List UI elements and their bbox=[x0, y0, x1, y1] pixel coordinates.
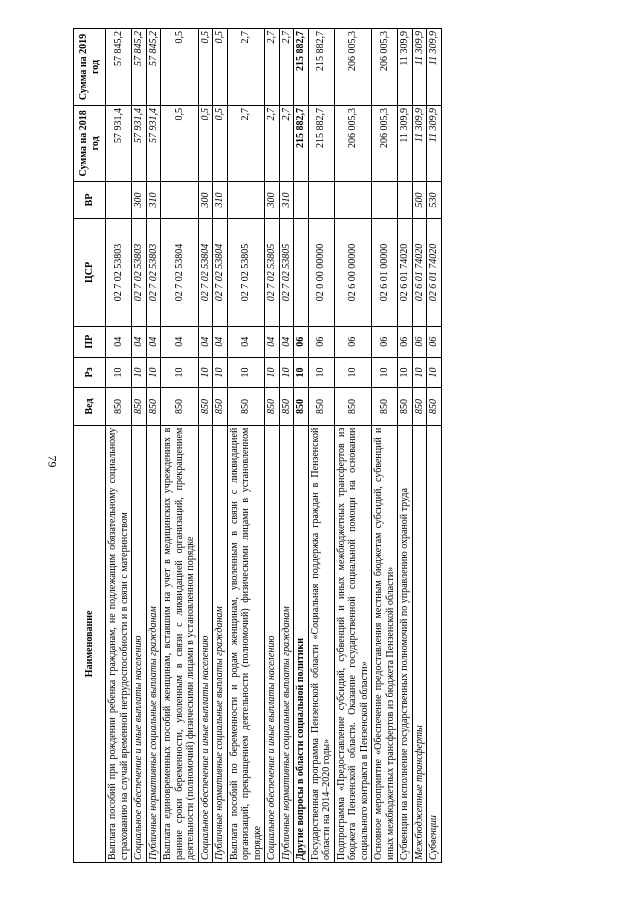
cell-pr: 04 bbox=[146, 326, 161, 357]
cell-csr: 02 7 02 53804 bbox=[161, 219, 199, 327]
header-csr: ЦСР bbox=[74, 219, 106, 327]
cell-pr: 04 bbox=[106, 326, 132, 357]
cell-sum-2018: 2,7 bbox=[279, 105, 294, 181]
cell-ved: 850 bbox=[372, 388, 398, 425]
cell-sum-2019: 11 309,9 bbox=[427, 29, 442, 106]
cell-sum-2018: 206 005,3 bbox=[372, 105, 398, 181]
cell-csr bbox=[294, 219, 309, 327]
cell-vr: 310 bbox=[213, 181, 228, 218]
cell-sum-2018: 11 309,9 bbox=[398, 105, 413, 181]
cell-rz: 10 bbox=[398, 357, 413, 388]
cell-pr: 06 bbox=[294, 326, 309, 357]
cell-csr: 02 6 01 00000 bbox=[372, 219, 398, 327]
cell-name: Подпрограмма «Предоставление субсидий, субвенций и иных межбюджетных трансфертов из бюджета Пензенской области. Оказание государственной социальной помощи на основании социального контракта в Пензенской области» bbox=[334, 425, 372, 862]
cell-sum-2019: 11 309,9 bbox=[398, 29, 413, 106]
cell-csr: 02 6 01 74020 bbox=[412, 219, 427, 327]
cell-name: Субвенции на исполнение государственных полномочий по управлению охраной труда bbox=[398, 425, 413, 862]
cell-pr: 06 bbox=[334, 326, 372, 357]
cell-csr: 02 6 01 74020 bbox=[427, 219, 442, 327]
cell-name: Государственная программа Пензенской области «Социальная поддержка граждан в Пензенской области на 2014–2020 годы» bbox=[308, 425, 334, 862]
cell-sum-2019: 0,5 bbox=[213, 29, 228, 106]
cell-csr: 02 7 02 53805 bbox=[265, 219, 280, 327]
table-row bbox=[412, 29, 427, 863]
cell-vr: 300 bbox=[265, 181, 280, 218]
table-body bbox=[106, 29, 442, 863]
table-row bbox=[427, 29, 442, 863]
cell-ved: 850 bbox=[161, 388, 199, 425]
cell-sum-2018: 215 882,7 bbox=[308, 105, 334, 181]
cell-ved: 850 bbox=[279, 388, 294, 425]
cell-name: Субвенции bbox=[427, 425, 442, 862]
cell-sum-2019: 2,7 bbox=[265, 29, 280, 106]
cell-pr: 06 bbox=[412, 326, 427, 357]
cell-sum-2019: 0,5 bbox=[198, 29, 213, 106]
cell-csr: 02 0 00 00000 bbox=[308, 219, 334, 327]
cell-sum-2019: 57 845,2 bbox=[132, 29, 147, 106]
cell-rz: 10 bbox=[146, 357, 161, 388]
cell-rz: 10 bbox=[427, 357, 442, 388]
cell-sum-2019: 206 005,3 bbox=[334, 29, 372, 106]
cell-name: Выплата единовременных пособий женщинам, вставшим на учет в медицинских учреждениях в ранние сроки беременности, уволенным в связи с ликвидацией организаций, прекращением деятельности (полномочий) физическими лицами в установленном порядке bbox=[161, 425, 199, 862]
cell-ved: 850 bbox=[294, 388, 309, 425]
cell-vr: 500 bbox=[412, 181, 427, 218]
cell-csr: 02 7 02 53803 bbox=[132, 219, 147, 327]
cell-name: Социальное обеспечение и иные выплаты населению bbox=[265, 425, 280, 862]
header-name: Наименование bbox=[74, 425, 106, 862]
cell-sum-2019: 2,7 bbox=[279, 29, 294, 106]
table-row bbox=[372, 29, 398, 863]
page-number-text: 79 bbox=[45, 455, 60, 468]
table-row bbox=[398, 29, 413, 863]
cell-sum-2019: 206 005,3 bbox=[372, 29, 398, 106]
cell-rz: 10 bbox=[308, 357, 334, 388]
table-row bbox=[227, 29, 265, 863]
cell-rz: 10 bbox=[334, 357, 372, 388]
cell-sum-2018: 0,5 bbox=[161, 105, 199, 181]
cell-ved: 850 bbox=[146, 388, 161, 425]
cell-csr: 02 7 02 53803 bbox=[146, 219, 161, 327]
cell-sum-2018: 2,7 bbox=[265, 105, 280, 181]
cell-vr: 300 bbox=[198, 181, 213, 218]
cell-csr: 02 6 01 74020 bbox=[398, 219, 413, 327]
cell-vr: 530 bbox=[427, 181, 442, 218]
cell-ved: 850 bbox=[427, 388, 442, 425]
cell-ved: 850 bbox=[213, 388, 228, 425]
table-row bbox=[279, 29, 294, 863]
cell-rz: 10 bbox=[294, 357, 309, 388]
cell-vr bbox=[161, 181, 199, 218]
cell-vr bbox=[334, 181, 372, 218]
cell-rz: 10 bbox=[106, 357, 132, 388]
cell-rz: 10 bbox=[412, 357, 427, 388]
cell-name: Публичные нормативные социальные выплаты гражданам bbox=[279, 425, 294, 862]
cell-ved: 850 bbox=[132, 388, 147, 425]
cell-sum-2018: 57 931,4 bbox=[106, 105, 132, 181]
table-row bbox=[161, 29, 199, 863]
cell-name: Социальное обеспечение и иные выплаты населению bbox=[198, 425, 213, 862]
cell-sum-2019: 0,5 bbox=[161, 29, 199, 106]
cell-pr: 04 bbox=[213, 326, 228, 357]
cell-csr: 02 7 02 53803 bbox=[106, 219, 132, 327]
cell-ved: 850 bbox=[198, 388, 213, 425]
cell-name: Основное мероприятие «Обеспечение предоставления местным бюджетам субсидий, субвенций и иных межбюджетных трансфертов из бюджета Пензенской области» bbox=[372, 425, 398, 862]
cell-vr bbox=[372, 181, 398, 218]
cell-ved: 850 bbox=[106, 388, 132, 425]
header-vr: ВР bbox=[74, 181, 106, 218]
cell-vr: 310 bbox=[146, 181, 161, 218]
cell-name: Другие вопросы в области социальной политики bbox=[294, 425, 309, 862]
cell-csr: 02 7 02 53805 bbox=[227, 219, 265, 327]
cell-pr: 06 bbox=[427, 326, 442, 357]
cell-sum-2018: 57 931,4 bbox=[132, 105, 147, 181]
table-row bbox=[198, 29, 213, 863]
cell-sum-2018: 206 005,3 bbox=[334, 105, 372, 181]
cell-vr bbox=[294, 181, 309, 218]
cell-sum-2018: 0,5 bbox=[198, 105, 213, 181]
cell-sum-2018: 215 882,7 bbox=[294, 105, 309, 181]
table-header-row bbox=[74, 29, 106, 863]
cell-ved: 850 bbox=[412, 388, 427, 425]
cell-pr: 06 bbox=[372, 326, 398, 357]
header-sum-2018: Сумма на 2018 год bbox=[74, 105, 106, 181]
cell-ved: 850 bbox=[334, 388, 372, 425]
header-rz: Рз bbox=[74, 357, 106, 388]
cell-sum-2018: 11 309,9 bbox=[412, 105, 427, 181]
budget-table-rotated bbox=[73, 28, 559, 863]
cell-pr: 04 bbox=[161, 326, 199, 357]
cell-csr: 02 7 02 53804 bbox=[198, 219, 213, 327]
cell-sum-2019: 11 309,9 bbox=[412, 29, 427, 106]
header-ved: Вед bbox=[74, 388, 106, 425]
cell-vr bbox=[308, 181, 334, 218]
table-row bbox=[294, 29, 309, 863]
cell-pr: 06 bbox=[308, 326, 334, 357]
cell-sum-2018: 2,7 bbox=[227, 105, 265, 181]
cell-name: Социальное обеспечение и иные выплаты населению bbox=[132, 425, 147, 862]
cell-name: Выплата пособий по беременности и родам женщинам, уволенным в связи с ликвидацией организаций, прекращением деятельности (полномочий) физическими лицами в установленном порядке bbox=[227, 425, 265, 862]
table-row bbox=[308, 29, 334, 863]
cell-ved: 850 bbox=[308, 388, 334, 425]
cell-rz: 10 bbox=[161, 357, 199, 388]
cell-rz: 10 bbox=[372, 357, 398, 388]
cell-name: Межбюджетные трансферты bbox=[412, 425, 427, 862]
cell-sum-2018: 11 309,9 bbox=[427, 105, 442, 181]
cell-vr: 300 bbox=[132, 181, 147, 218]
cell-sum-2019: 2,7 bbox=[227, 29, 265, 106]
cell-vr bbox=[106, 181, 132, 218]
cell-ved: 850 bbox=[398, 388, 413, 425]
table-row bbox=[132, 29, 147, 863]
cell-rz: 10 bbox=[279, 357, 294, 388]
cell-rz: 10 bbox=[132, 357, 147, 388]
budget-table bbox=[73, 28, 442, 863]
header-sum-2019: Сумма на 2019 год bbox=[74, 29, 106, 106]
cell-sum-2019: 57 845,2 bbox=[106, 29, 132, 106]
cell-rz: 10 bbox=[227, 357, 265, 388]
cell-ved: 850 bbox=[227, 388, 265, 425]
cell-pr: 04 bbox=[227, 326, 265, 357]
table-row bbox=[213, 29, 228, 863]
cell-pr: 04 bbox=[198, 326, 213, 357]
cell-vr bbox=[398, 181, 413, 218]
cell-pr: 04 bbox=[279, 326, 294, 357]
cell-ved: 850 bbox=[265, 388, 280, 425]
table-row bbox=[265, 29, 280, 863]
cell-sum-2019: 215 882,7 bbox=[294, 29, 309, 106]
cell-name: Публичные нормативные социальные выплаты гражданам bbox=[213, 425, 228, 862]
table-row bbox=[106, 29, 132, 863]
cell-name: Публичные нормативные социальные выплаты гражданам bbox=[146, 425, 161, 862]
cell-pr: 04 bbox=[132, 326, 147, 357]
cell-vr: 310 bbox=[279, 181, 294, 218]
cell-sum-2018: 0,5 bbox=[213, 105, 228, 181]
page-number bbox=[42, 455, 62, 478]
cell-pr: 04 bbox=[265, 326, 280, 357]
table-row bbox=[334, 29, 372, 863]
cell-csr: 02 6 00 00000 bbox=[334, 219, 372, 327]
cell-csr: 02 7 02 53805 bbox=[279, 219, 294, 327]
cell-sum-2018: 57 931,4 bbox=[146, 105, 161, 181]
cell-pr: 06 bbox=[398, 326, 413, 357]
cell-rz: 10 bbox=[265, 357, 280, 388]
cell-csr: 02 7 02 53804 bbox=[213, 219, 228, 327]
cell-rz: 10 bbox=[198, 357, 213, 388]
cell-sum-2019: 57 845,2 bbox=[146, 29, 161, 106]
table-row bbox=[146, 29, 161, 863]
cell-vr bbox=[227, 181, 265, 218]
cell-name: Выплата пособий при рождении ребенка гражданам, не подлежащим обязательному социальному страхованию на случай временной нетрудоспособности и в связи с материнством bbox=[106, 425, 132, 862]
cell-rz: 10 bbox=[213, 357, 228, 388]
header-pr: ПР bbox=[74, 326, 106, 357]
cell-sum-2019: 215 882,7 bbox=[308, 29, 334, 106]
